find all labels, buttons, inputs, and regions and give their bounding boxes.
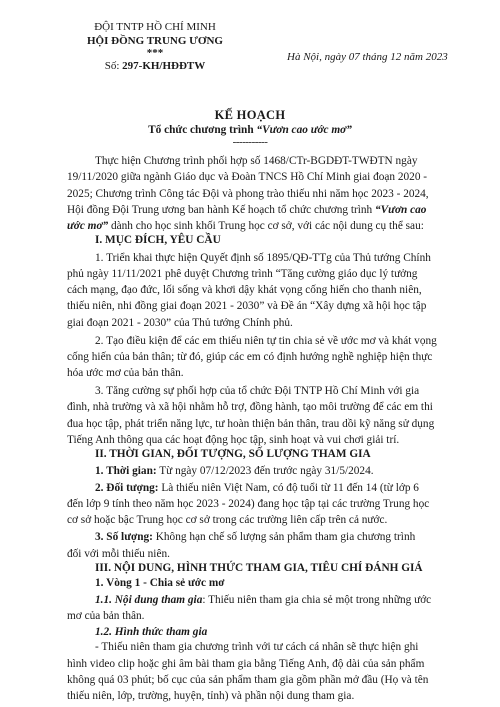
text-line: hóa ước mơ của bản thân.: [67, 367, 184, 379]
document-title: KẾ HOẠCH: [214, 108, 286, 122]
text-line: đến lớp 9 tính theo năm học 2023 - 2024) đang học tập tại các trường Trung học: [67, 497, 430, 510]
text-line: 1. Thời gian: Từ ngày 07/12/2023 đến trước ngày 31/5/2024.: [95, 464, 374, 477]
document-number: Số: 297-KH/HĐĐTW: [104, 60, 206, 72]
issuer-header: [60, 20, 250, 73]
text-line: 3. Số lượng: Không hạn chế số lượng sản phẩm tham gia chương trình: [95, 531, 416, 544]
text-line: mơ của bản thân.: [67, 609, 145, 622]
text-line: - Thiếu niên tham gia chương trình với tư cách cá nhân sẽ thực hiện ghi: [95, 641, 419, 654]
stars-divider: ***: [146, 47, 164, 59]
text-line: 3. Tăng cường sự phối hợp của tổ chức Đội TNTP Hồ Chí Minh với gia: [95, 385, 420, 398]
text-line: hình video clip hoặc ghi âm bài tham gia bằng Tiếng Anh, độ dài của sản phẩm: [67, 657, 425, 670]
text-line: 2025; Chương trình Công tác Đội và phong trào thiếu nhi năm học 2023 - 2024,: [67, 187, 429, 200]
section-heading: I. MỤC ĐÍCH, YÊU CẦU: [95, 234, 221, 247]
text-line: đua học tập, phát triển năng lực, tư hoàn thiện bản thân, trau dồi kỹ năng sử dụng: [67, 417, 435, 430]
section-heading: III. NỘI DUNG, HÌNH THỨC THAM GIA, TIÊU CHÍ ĐÁNH GIÁ: [95, 561, 423, 574]
text-line: cơ sở hoặc bậc Trung học cơ sở trong các trường liên cấp trên cả nước.: [67, 514, 388, 527]
issue-date: Hà Nội, ngày 07 tháng 12 năm 2023: [287, 51, 448, 63]
section-heading: II. THỜI GIAN, ĐỐI TƯỢNG, SỐ LƯỢNG THAM GIA: [95, 448, 371, 461]
text-line: 1. Triển khai thực hiện Quyết định số 1895/QĐ-TTg của Thủ tướng Chính: [95, 251, 431, 264]
text-line: ước mơ” dành cho học sinh khối Trung học cơ sở, với các nội dung cụ thể sau:: [67, 220, 424, 232]
text-line: Tiếng Anh thông qua các hoạt động học tập, sinh hoạt và vui chơi giải trí.: [67, 433, 400, 446]
text-line: cống hiến của bản thân; từ đó, giúp các em có định hướng nghề nghiệp hiện thực: [67, 350, 433, 363]
org-name: ĐỘI TNTP HỒ CHÍ MINH: [94, 21, 216, 33]
text-line: Hội đồng Đội Trung ương ban hành Kế hoạch tổ chức chương trình “Vươn cao: [67, 203, 427, 216]
text-line: thiếu niên, lớp, trường, huyện, tỉnh) và phần nội dung tham gia.: [67, 690, 355, 702]
council-name: HỘI ĐỒNG TRUNG ƯƠNG: [87, 35, 223, 47]
subsection-heading: 1.2. Hình thức tham gia: [95, 625, 208, 638]
subsection-heading: 1. Vòng 1 - Chia sẻ ước mơ: [95, 577, 225, 590]
text-line: 19/11/2020 giữa ngành Giáo dục và Đoàn TNCS Hồ Chí Minh giai đoạn 2020 -: [67, 171, 428, 184]
text-line: đối với mỗi thiếu niên.: [67, 547, 170, 560]
text-line: 1.1. Nội dung tham gia: Thiếu niên tham gia chia sẻ một trong những ước: [95, 593, 432, 606]
text-line: phủ ngày 11/11/2021 phê duyệt Chương trình “Tăng cường giáo dục lý tưởng: [67, 267, 418, 280]
text-line: giai đoạn 2021 - 2030” của Thủ tướng Chính phủ.: [67, 316, 293, 329]
document-subtitle: Tổ chức chương trình “Vươn cao ước mơ”: [148, 124, 352, 136]
text-line: thiếu niên, nhi đồng giai đoạn 2021 - 2030” và Đề án “Xây dựng xã hội học tập: [67, 300, 427, 313]
text-line: 2. Tạo điều kiện để các em thiếu niên tự tin chia sẻ về ước mơ và khát vọng: [95, 334, 437, 347]
text-line: không quá 03 phút; bố cục của sản phẩm tham gia gồm phần mở đầu (Họ và tên: [67, 673, 429, 686]
text-line: đình, nhà trường và xã hội nhằm hỗ trợ, đồng hành, tạo môi trường để các em thi: [67, 401, 433, 414]
title-separator: -----------: [232, 136, 268, 148]
text-line: cách mạng, đạo đức, lối sống và khơi dậy khát vọng cống hiến cho thanh niên,: [67, 284, 422, 296]
text-line: Thực hiện Chương trình phối hợp số 1468/CTr-BGDĐT-TWĐTN ngày: [95, 155, 418, 167]
text-line: 2. Đối tượng: Là thiếu niên Việt Nam, có độ tuổi từ 11 đến 14 (từ lớp 6: [95, 481, 419, 494]
